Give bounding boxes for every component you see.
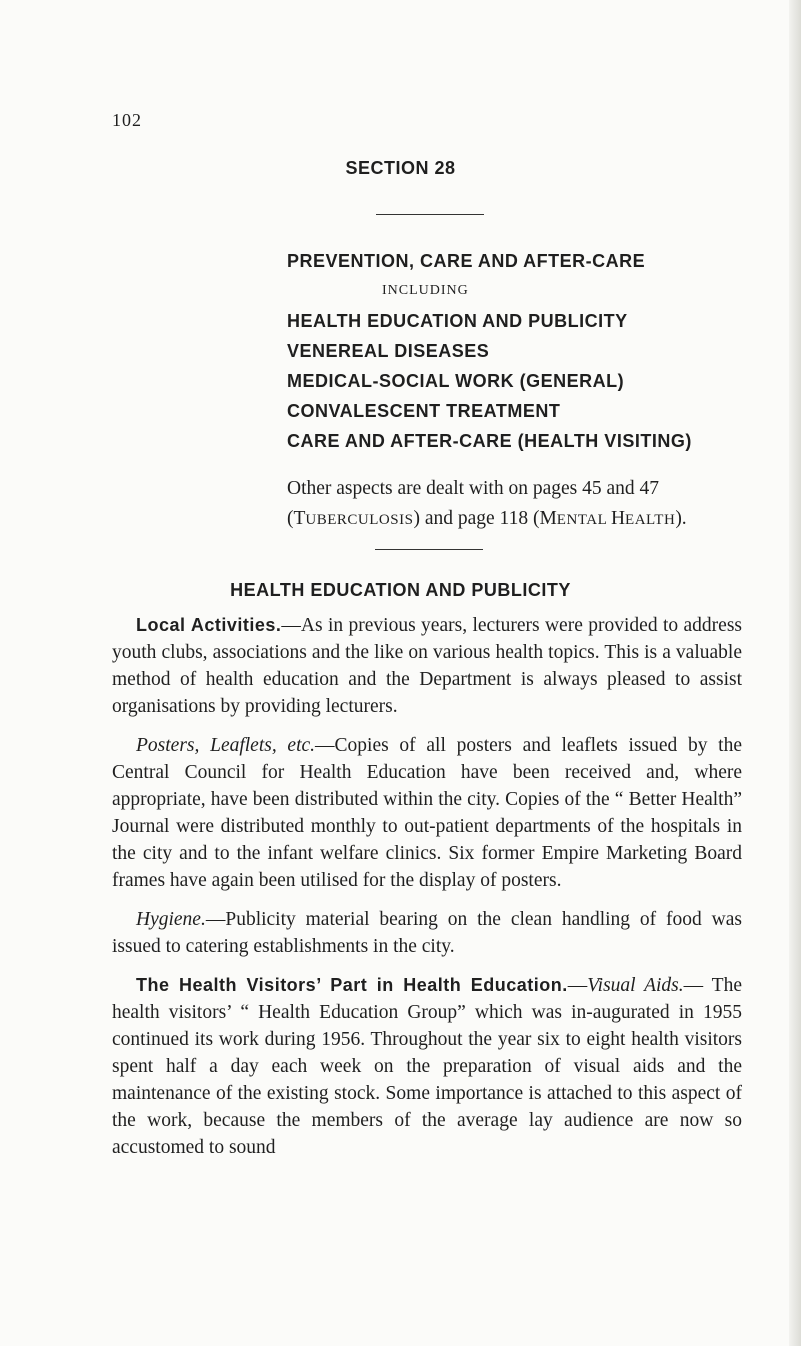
runin-visual-aids: Visual Aids. (587, 975, 684, 996)
heading-item-care-after-care: CARE AND AFTER-CARE (HEALTH VISITING) (287, 431, 692, 451)
runin-health-visitors: The Health Visitors’ Part in Health Education. (136, 975, 568, 995)
paragraph-posters (112, 732, 742, 894)
tuberculosis-cap: T (293, 508, 306, 529)
page-ref-text: ) and page 118 ( (413, 508, 540, 529)
section-title: SECTION 28 (345, 158, 456, 178)
heading-item-medical-social-work: MEDICAL-SOCIAL WORK (GENERAL) (287, 371, 625, 391)
page-edge-shadow (789, 0, 801, 1346)
sub-heading: HEALTH EDUCATION AND PUBLICITY (230, 580, 571, 600)
divider-rule (376, 214, 484, 215)
health-cap: H (610, 508, 626, 529)
other-aspects-line-2 (287, 504, 757, 535)
heading-item-venereal-diseases: VENEREAL DISEASES (287, 341, 490, 361)
heading-block (287, 246, 757, 456)
other-aspects-note (287, 474, 757, 535)
heading-including: INCLUDING (382, 283, 469, 298)
heading-main: PREVENTION, CARE AND AFTER-CARE (287, 251, 646, 271)
heading-item-convalescent-treatment: CONVALESCENT TREATMENT (287, 401, 561, 421)
paragraph-hygiene (112, 906, 742, 960)
runin-hygiene: Hygiene. (136, 909, 206, 930)
dash-health-visitors: — (567, 975, 588, 996)
paragraph-local-activities (112, 612, 742, 720)
text-posters: —Copies of all posters and leaflets issued by the Central Council for Health Education have been received and, where appropriate, have been distributed within the city. Copies of the “ Better Health” Journal were distributed monthly to out-patient departments of the hospitals in the city and to the infant welfare clinics. Six former Empire Marketing Board frames have again been utilised for the display of posters. (112, 735, 742, 891)
runin-local-activities: Local Activities. (136, 615, 282, 635)
paren-close: ). (675, 508, 687, 529)
page-number: 102 (112, 110, 142, 130)
text-local-activities: —As in previous years, lecturers were provided to address youth clubs, associations and the like on various health topics. This is a valuable method of health education and the Department is always pleased to assist organisations by providing lecturers. (112, 615, 742, 717)
health-rest: EALTH (625, 512, 676, 528)
body-text (112, 612, 742, 1173)
mental-cap: M (539, 508, 557, 529)
text-health-visitors: — The health visitors’ “ Health Education Group” which was in-augurated in 1955 continued its work during 1956. Throughout the year six to eight health visitors spent half a day each week on the preparation of visual aids and the maintenance of the existing stock. Some importance is attached to this aspect of the work, because the members of the average lay audience are now so accustomed to sound (112, 975, 742, 1158)
mental-rest: ENTAL (556, 512, 611, 528)
heading-item-health-education: HEALTH EDUCATION AND PUBLICITY (287, 311, 628, 331)
paragraph-health-visitors (112, 972, 742, 1161)
divider-rule (375, 549, 483, 550)
other-aspects-line-1: Other aspects are dealt with on pages 45 and 47 (287, 478, 660, 499)
runin-posters: Posters, Leaflets, etc. (136, 735, 316, 756)
text-hygiene: —Publicity material bearing on the clean handling of food was issued to catering establishments in the city. (112, 909, 742, 957)
tuberculosis-rest: UBERCULOSIS (305, 512, 414, 528)
paren-open: ( (287, 508, 294, 529)
